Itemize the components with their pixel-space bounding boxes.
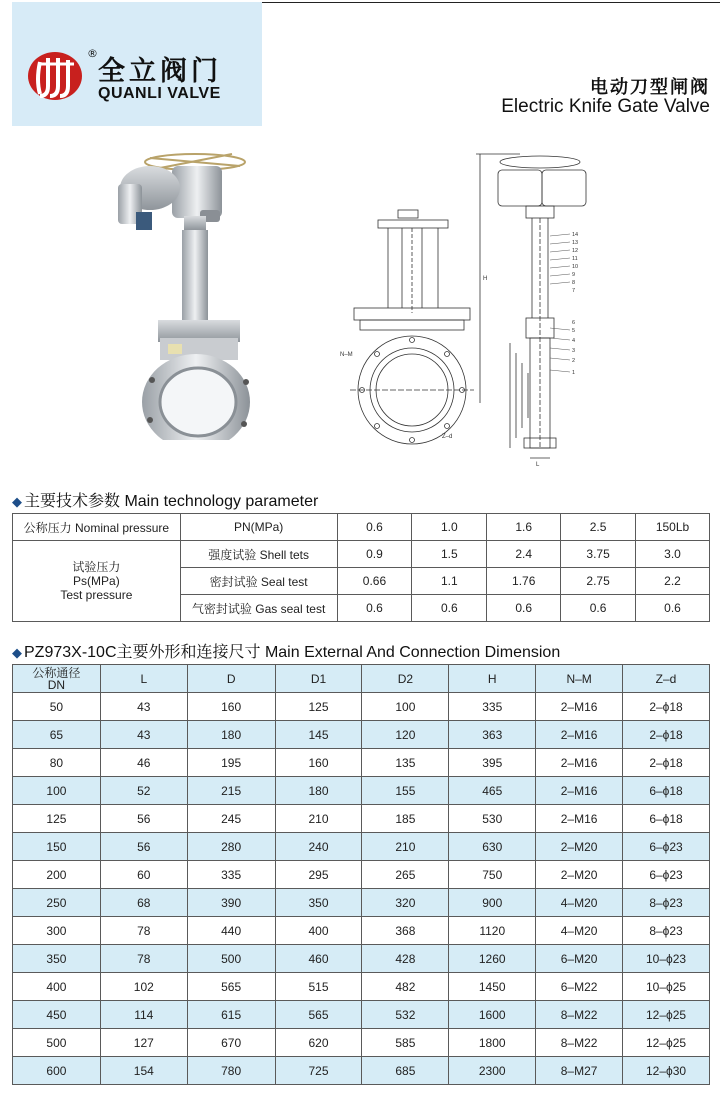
table-cell: 2–M20 bbox=[536, 861, 623, 889]
diamond-bullet-icon: ◆ bbox=[12, 494, 22, 509]
svg-text:2: 2 bbox=[572, 358, 576, 364]
table-cell: 185 bbox=[362, 805, 449, 833]
table-cell: 240 bbox=[275, 833, 362, 861]
header-dn-cn: 公称通径 bbox=[32, 665, 81, 680]
header-dn-en: DN bbox=[47, 677, 66, 692]
table-row bbox=[13, 889, 710, 917]
table-cell: 195 bbox=[187, 749, 275, 777]
table-cell: 500 bbox=[13, 1029, 101, 1057]
table-cell: 482 bbox=[362, 973, 449, 1001]
header-cell: D2 bbox=[362, 665, 449, 693]
table-cell: 2–M16 bbox=[536, 721, 623, 749]
table-cell: 78 bbox=[100, 917, 187, 945]
table-cell: 2.5 bbox=[561, 514, 636, 541]
table-cell: 320 bbox=[362, 889, 449, 917]
table-cell: 0.9 bbox=[337, 541, 412, 568]
table-cell: 100 bbox=[13, 777, 101, 805]
test-pressure-unit: Ps(MPa) bbox=[73, 574, 120, 588]
table-cell: 215 bbox=[187, 777, 275, 805]
table-cell: 350 bbox=[13, 945, 101, 973]
table-cell: 265 bbox=[362, 861, 449, 889]
table-row bbox=[13, 1001, 710, 1029]
product-title-en: Electric Knife Gate Valve bbox=[501, 96, 710, 117]
table-cell: 0.6 bbox=[412, 595, 487, 622]
table-cell: 60 bbox=[100, 861, 187, 889]
table-cell: 2–M16 bbox=[536, 805, 623, 833]
logo-icon bbox=[26, 50, 84, 102]
svg-text:1: 1 bbox=[572, 370, 576, 376]
section-title-dimension: ◆ PZ973X-10C主要外形和连接尺寸 Main External And Connection Dimension bbox=[12, 644, 561, 661]
table-cell: 295 bbox=[275, 861, 362, 889]
shell-test-label: 强度试验 Shell tets bbox=[180, 541, 337, 568]
test-pressure-cn: 试验压力 bbox=[72, 560, 121, 574]
table-cell: 100 bbox=[362, 693, 449, 721]
table-cell: 245 bbox=[187, 805, 275, 833]
table-cell: 2–M16 bbox=[536, 777, 623, 805]
header-cell: Z–d bbox=[623, 665, 710, 693]
table-cell: 154 bbox=[100, 1057, 187, 1085]
table-cell: 685 bbox=[362, 1057, 449, 1085]
table-row bbox=[13, 805, 710, 833]
table-cell: 368 bbox=[362, 917, 449, 945]
svg-text:10: 10 bbox=[572, 264, 579, 270]
table-cell: 500 bbox=[187, 945, 275, 973]
table-row bbox=[13, 833, 710, 861]
table-cell: 6–ϕ18 bbox=[623, 805, 710, 833]
tech-parameter-table bbox=[12, 513, 710, 622]
svg-text:4: 4 bbox=[572, 338, 576, 344]
svg-text:11: 11 bbox=[572, 256, 578, 262]
table-cell: 2–M16 bbox=[536, 749, 623, 777]
label-h: H bbox=[483, 276, 488, 282]
table-cell: 78 bbox=[100, 945, 187, 973]
table-cell: 1.76 bbox=[487, 568, 561, 595]
svg-text:5: 5 bbox=[572, 328, 576, 334]
table-cell: 114 bbox=[100, 1001, 187, 1029]
table-cell: 6–ϕ18 bbox=[623, 777, 710, 805]
table-cell: 2300 bbox=[449, 1057, 536, 1085]
table-row bbox=[13, 1029, 710, 1057]
table-cell: 1450 bbox=[449, 973, 536, 1001]
table-cell: 4–M20 bbox=[536, 917, 623, 945]
table-cell: 1.6 bbox=[487, 514, 561, 541]
table-cell: 1260 bbox=[449, 945, 536, 973]
svg-text:12: 12 bbox=[572, 248, 579, 254]
table-cell: 565 bbox=[187, 973, 275, 1001]
table-cell: 615 bbox=[187, 1001, 275, 1029]
table-cell: 56 bbox=[100, 833, 187, 861]
svg-text:14: 14 bbox=[572, 232, 579, 238]
table-row bbox=[13, 777, 710, 805]
table-row bbox=[13, 721, 710, 749]
table-cell: 200 bbox=[13, 861, 101, 889]
table-cell: 363 bbox=[449, 721, 536, 749]
test-pressure-label bbox=[13, 541, 181, 622]
table-cell: 630 bbox=[449, 833, 536, 861]
table-cell: 515 bbox=[275, 973, 362, 1001]
table-cell: 900 bbox=[449, 889, 536, 917]
table-cell: 8–ϕ23 bbox=[623, 889, 710, 917]
table-row bbox=[13, 514, 710, 541]
table-cell: 43 bbox=[100, 693, 187, 721]
header-cell: D1 bbox=[275, 665, 362, 693]
table-cell: 180 bbox=[275, 777, 362, 805]
table-cell: 43 bbox=[100, 721, 187, 749]
table-cell: 4–M20 bbox=[536, 889, 623, 917]
table-row bbox=[13, 973, 710, 1001]
table-cell: 127 bbox=[100, 1029, 187, 1057]
table-cell: 335 bbox=[187, 861, 275, 889]
table-cell: 390 bbox=[187, 889, 275, 917]
top-rule bbox=[262, 2, 720, 3]
table-cell: 6–M22 bbox=[536, 973, 623, 1001]
table-cell: 2.4 bbox=[487, 541, 561, 568]
table-cell: 565 bbox=[275, 1001, 362, 1029]
table-cell: 2–M20 bbox=[536, 833, 623, 861]
table-cell: 600 bbox=[13, 1057, 101, 1085]
table-row bbox=[13, 917, 710, 945]
table-cell: 1600 bbox=[449, 1001, 536, 1029]
svg-text:8: 8 bbox=[572, 280, 576, 286]
table-cell: 280 bbox=[187, 833, 275, 861]
table-row bbox=[13, 861, 710, 889]
table-cell: 0.66 bbox=[337, 568, 412, 595]
table-cell: 125 bbox=[275, 693, 362, 721]
table-cell: 3.0 bbox=[636, 541, 710, 568]
table-cell: 2–ϕ18 bbox=[623, 721, 710, 749]
table-cell: 2–ϕ18 bbox=[623, 749, 710, 777]
table-cell: 620 bbox=[275, 1029, 362, 1057]
table-cell: 160 bbox=[187, 693, 275, 721]
table-cell: 450 bbox=[13, 1001, 101, 1029]
table-cell: 0.6 bbox=[636, 595, 710, 622]
label-nm: N–M bbox=[340, 352, 353, 358]
nominal-pressure-label: 公称压力 Nominal pressure bbox=[13, 514, 181, 541]
valve-drawing bbox=[330, 148, 600, 468]
part-numbers bbox=[572, 232, 578, 376]
svg-text:13: 13 bbox=[572, 240, 579, 246]
table-cell: 8–M22 bbox=[536, 1029, 623, 1057]
header-cell: N–M bbox=[536, 665, 623, 693]
section-title-tech: ◆ 主要技术参数 Main technology parameter bbox=[12, 493, 319, 510]
table-row bbox=[13, 693, 710, 721]
table-cell: 0.6 bbox=[487, 595, 561, 622]
table-cell: 180 bbox=[187, 721, 275, 749]
pn-label: PN(MPa) bbox=[180, 514, 337, 541]
table-header-row bbox=[13, 665, 710, 693]
table-cell: 670 bbox=[187, 1029, 275, 1057]
table-cell: 725 bbox=[275, 1057, 362, 1085]
table-cell: 750 bbox=[449, 861, 536, 889]
table-row bbox=[13, 1057, 710, 1085]
table-cell: 2.2 bbox=[636, 568, 710, 595]
header-cell: D bbox=[187, 665, 275, 693]
svg-text:7: 7 bbox=[572, 288, 576, 294]
table-cell: 65 bbox=[13, 721, 101, 749]
diamond-bullet-icon: ◆ bbox=[12, 645, 22, 660]
svg-text:6: 6 bbox=[572, 320, 576, 326]
table-cell: 6–ϕ23 bbox=[623, 861, 710, 889]
table-cell: 395 bbox=[449, 749, 536, 777]
table-cell: 210 bbox=[362, 833, 449, 861]
table-cell: 400 bbox=[275, 917, 362, 945]
table-cell: 150Lb bbox=[636, 514, 710, 541]
svg-text:9: 9 bbox=[572, 272, 576, 278]
table-cell: 120 bbox=[362, 721, 449, 749]
table-cell: 50 bbox=[13, 693, 101, 721]
table-row bbox=[13, 749, 710, 777]
table-cell: 465 bbox=[449, 777, 536, 805]
registered-mark: ® bbox=[87, 47, 98, 60]
table-cell: 350 bbox=[275, 889, 362, 917]
table-cell: 12–ϕ25 bbox=[623, 1001, 710, 1029]
table-cell: 12–ϕ25 bbox=[623, 1029, 710, 1057]
table-cell: 80 bbox=[13, 749, 101, 777]
table-row bbox=[13, 541, 710, 568]
table-cell: 300 bbox=[13, 917, 101, 945]
table-cell: 530 bbox=[449, 805, 536, 833]
header-cell: H bbox=[449, 665, 536, 693]
table-cell: 250 bbox=[13, 889, 101, 917]
table-cell: 1.0 bbox=[412, 514, 487, 541]
table-cell: 1.5 bbox=[412, 541, 487, 568]
table-cell: 52 bbox=[100, 777, 187, 805]
table-cell: 8–ϕ23 bbox=[623, 917, 710, 945]
table-cell: 585 bbox=[362, 1029, 449, 1057]
table-cell: 12–ϕ30 bbox=[623, 1057, 710, 1085]
product-title-cn: 电动刀型闸阀 bbox=[590, 77, 710, 98]
table-cell: 2–ϕ18 bbox=[623, 693, 710, 721]
seal-test-label: 密封试验 Seal test bbox=[180, 568, 337, 595]
table-cell: 2.75 bbox=[561, 568, 636, 595]
table-cell: 10–ϕ23 bbox=[623, 945, 710, 973]
table-cell: 8–M22 bbox=[536, 1001, 623, 1029]
table-cell: 780 bbox=[187, 1057, 275, 1085]
label-l: L bbox=[536, 462, 540, 468]
table-row bbox=[13, 945, 710, 973]
header-cell: L bbox=[100, 665, 187, 693]
table-cell: 135 bbox=[362, 749, 449, 777]
table-cell: 400 bbox=[13, 973, 101, 1001]
table-cell: 102 bbox=[100, 973, 187, 1001]
table-cell: 6–ϕ23 bbox=[623, 833, 710, 861]
dimension-table bbox=[12, 664, 710, 1085]
brand-name-en: QUANLI VALVE bbox=[98, 85, 221, 102]
table-cell: 8–M27 bbox=[536, 1057, 623, 1085]
table-cell: 335 bbox=[449, 693, 536, 721]
label-zd: Z–d bbox=[442, 434, 453, 440]
svg-text:3: 3 bbox=[572, 348, 576, 354]
valve-photo bbox=[100, 140, 280, 440]
table-cell: 532 bbox=[362, 1001, 449, 1029]
table-cell: 10–ϕ25 bbox=[623, 973, 710, 1001]
table-cell: 46 bbox=[100, 749, 187, 777]
brand-name-cn: 全立阀门 bbox=[98, 56, 222, 87]
table-cell: 1800 bbox=[449, 1029, 536, 1057]
table-cell: 1120 bbox=[449, 917, 536, 945]
table-cell: 0.6 bbox=[337, 595, 412, 622]
table-cell: 155 bbox=[362, 777, 449, 805]
table-cell: 210 bbox=[275, 805, 362, 833]
table-cell: 0.6 bbox=[337, 514, 412, 541]
table-cell: 0.6 bbox=[561, 595, 636, 622]
table-cell: 460 bbox=[275, 945, 362, 973]
table-cell: 6–M20 bbox=[536, 945, 623, 973]
table-cell: 1.1 bbox=[412, 568, 487, 595]
table-cell: 160 bbox=[275, 749, 362, 777]
table-cell: 428 bbox=[362, 945, 449, 973]
table-cell: 2–M16 bbox=[536, 693, 623, 721]
table-cell: 440 bbox=[187, 917, 275, 945]
table-cell: 150 bbox=[13, 833, 101, 861]
header-dn bbox=[13, 665, 101, 693]
gas-seal-test-label: 气密封试验 Gas seal test bbox=[180, 595, 337, 622]
table-cell: 125 bbox=[13, 805, 101, 833]
table-cell: 56 bbox=[100, 805, 187, 833]
table-cell: 3.75 bbox=[561, 541, 636, 568]
table-cell: 145 bbox=[275, 721, 362, 749]
table-cell: 68 bbox=[100, 889, 187, 917]
test-pressure-en: Test pressure bbox=[60, 588, 133, 602]
